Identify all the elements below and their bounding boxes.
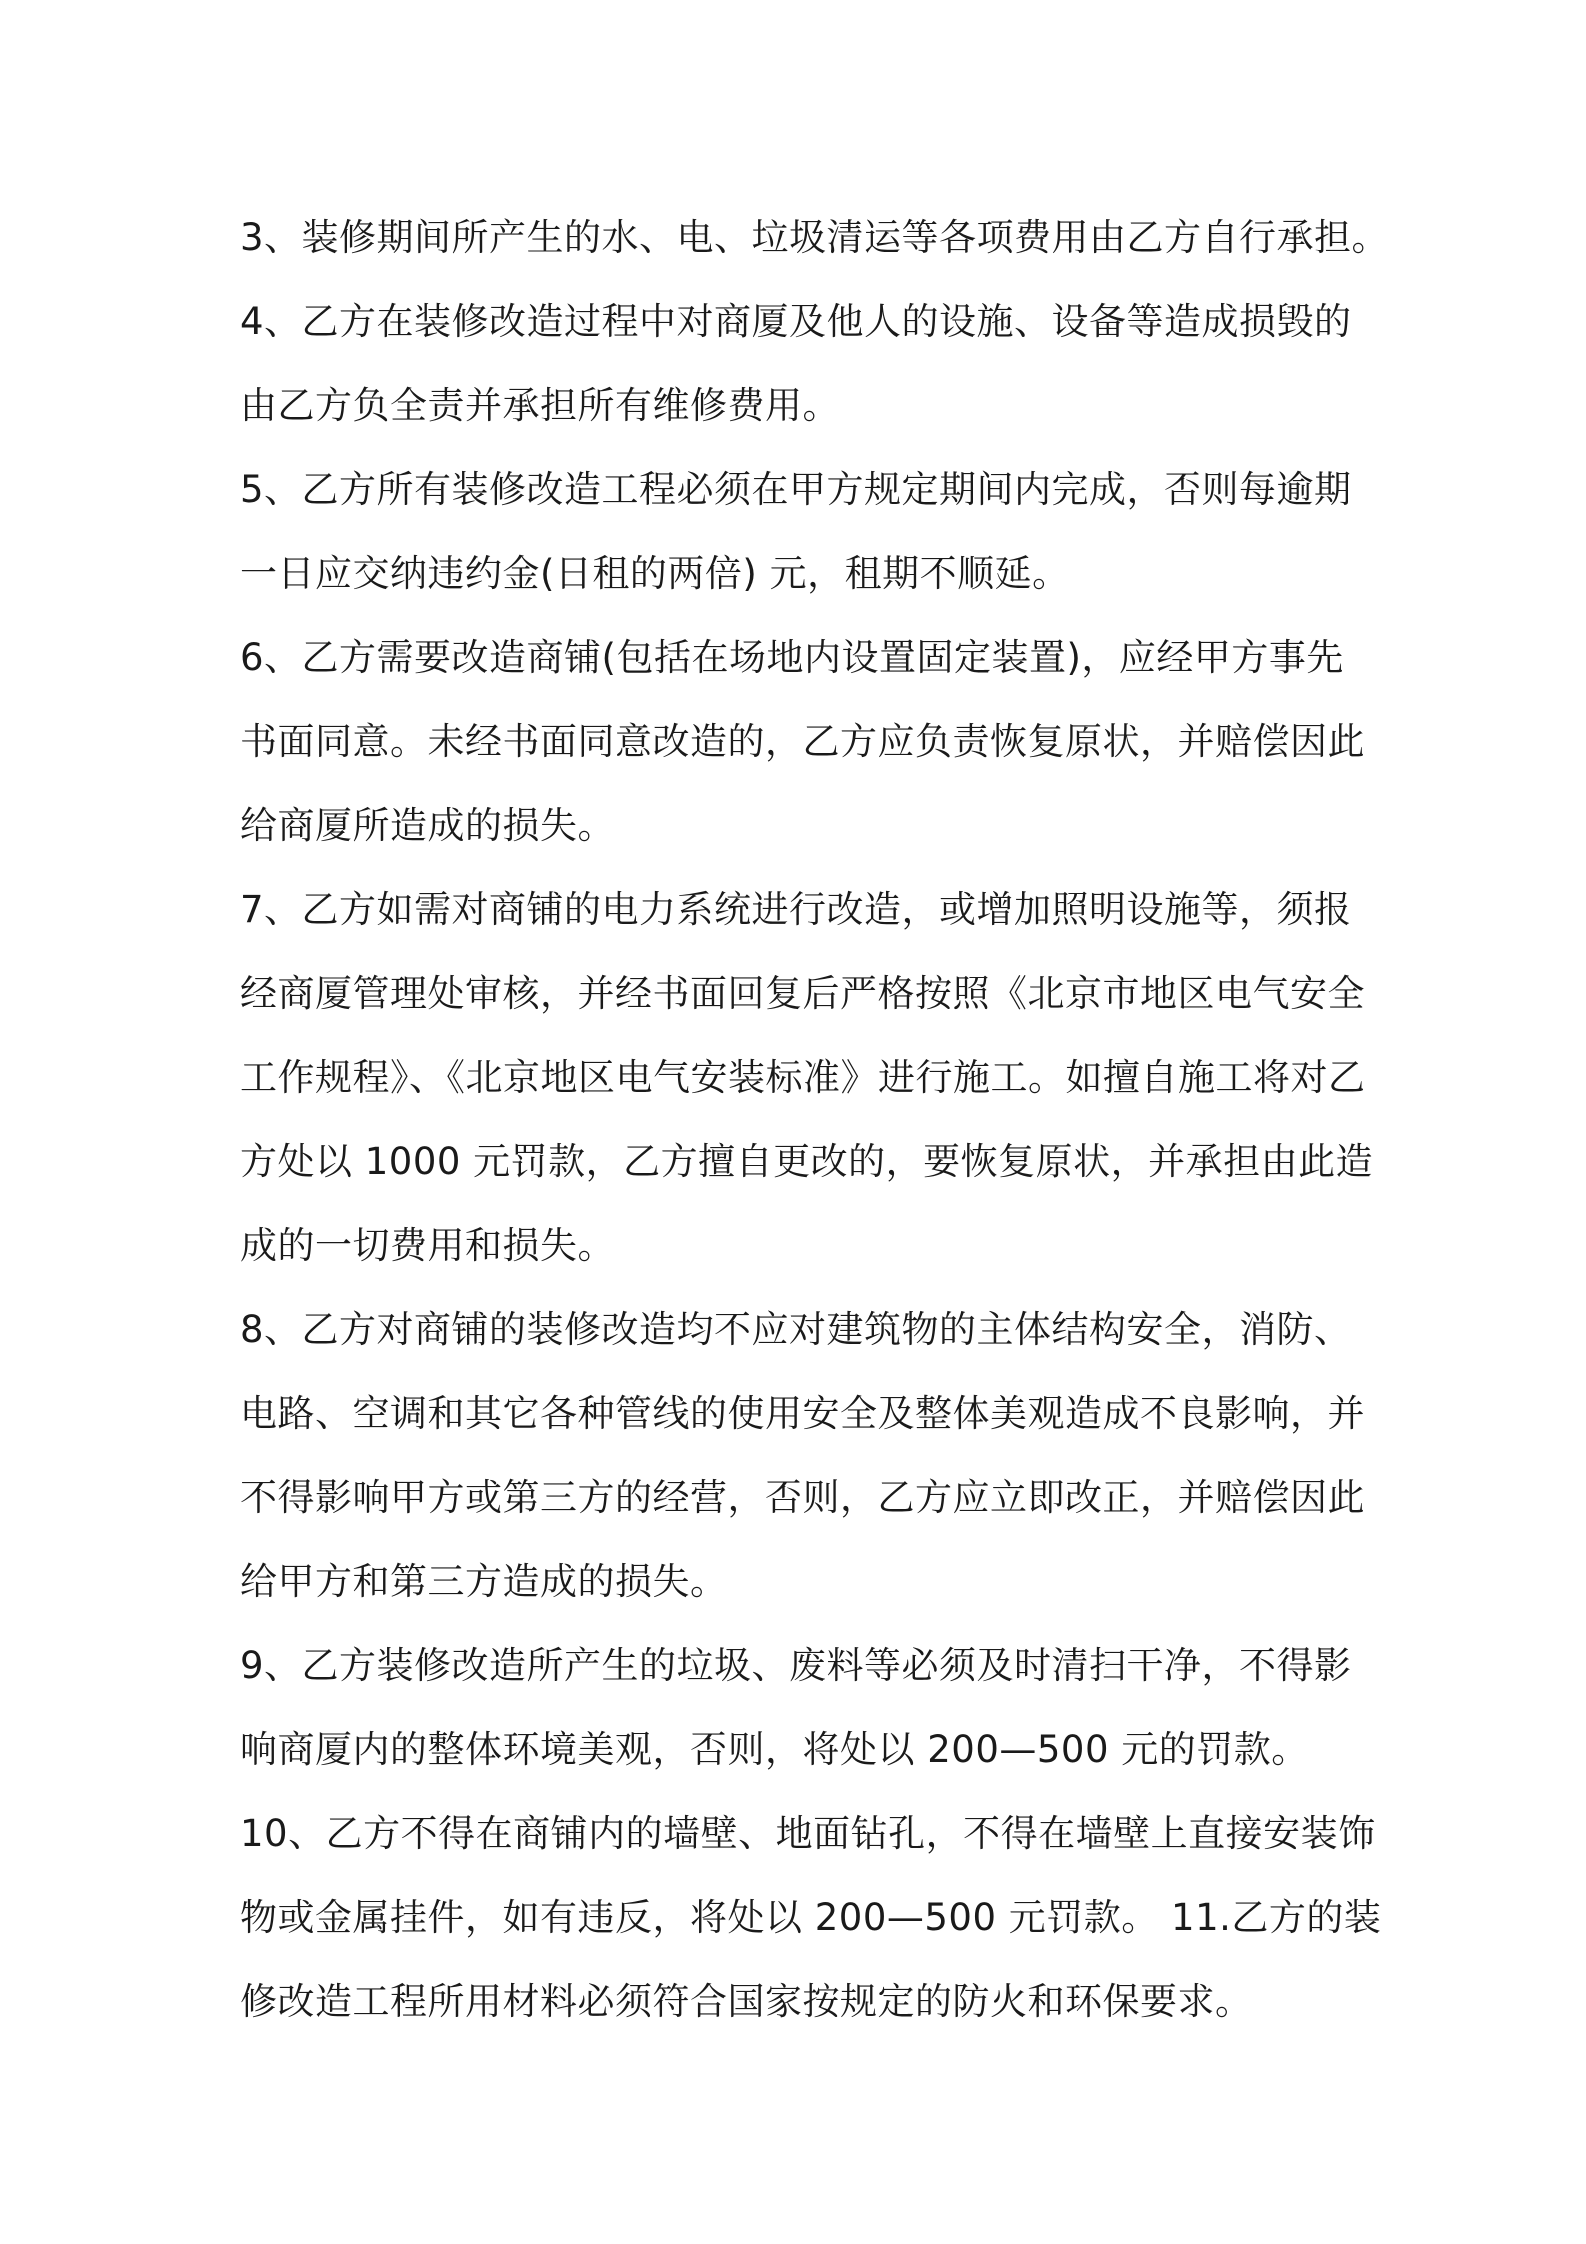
text-line: 响商厦内的整体环境美观，否则，将处以 200—500 元的罚款。 <box>240 1728 1309 1771</box>
text-line: 工作规程》、《北京地区电气安装标准》进行施工。如擅自施工将对乙 <box>240 1056 1366 1099</box>
text-line: 10、乙方不得在商铺内的墙壁、地面钻孔，不得在墙壁上直接安装饰 <box>240 1812 1376 1855</box>
text-line: 9、乙方装修改造所产生的垃圾、废料等必须及时清扫干净，不得影 <box>240 1644 1352 1687</box>
text-line: 给甲方和第三方造成的损失。 <box>240 1560 728 1603</box>
text-line: 7、乙方如需对商铺的电力系统进行改造，或增加照明设施等，须报 <box>240 888 1352 931</box>
text-line: 不得影响甲方或第三方的经营，否则，乙方应立即改正，并赔偿因此 <box>240 1476 1365 1519</box>
text-line: 电路、空调和其它各种管线的使用安全及整体美观造成不良影响，并 <box>240 1392 1365 1435</box>
text-line: 4、乙方在装修改造过程中对商厦及他人的设施、设备等造成损毁的 <box>240 300 1352 343</box>
text-line: 经商厦管理处审核，并经书面回复后严格按照《北京市地区电气安全 <box>240 972 1365 1015</box>
text-line: 一日应交纳违约金(日租的两倍) 元，租期不顺延。 <box>240 552 1070 595</box>
text-line: 由乙方负全责并承担所有维修费用。 <box>240 384 840 427</box>
text-line: 3、装修期间所产生的水、电、垃圾清运等各项费用由乙方自行承担。 <box>240 216 1390 259</box>
text-line: 给商厦所造成的损失。 <box>240 804 615 847</box>
text-line: 成的一切费用和损失。 <box>240 1224 615 1267</box>
text-line: 8、乙方对商铺的装修改造均不应对建筑物的主体结构安全，消防、 <box>240 1308 1352 1351</box>
text-line: 修改造工程所用材料必须符合国家按规定的防火和环保要求。 <box>240 1980 1253 2023</box>
text-line: 6、乙方需要改造商铺(包括在场地内设置固定装置)，应经甲方事先 <box>240 636 1344 679</box>
text-line: 书面同意。未经书面同意改造的，乙方应负责恢复原状，并赔偿因此 <box>240 720 1365 763</box>
document-body <box>240 196 1390 2044</box>
text-line: 5、乙方所有装修改造工程必须在甲方规定期间内完成，否则每逾期 <box>240 468 1352 511</box>
text-line: 物或金属挂件，如有违反，将处以 200—500 元罚款。 11.乙方的装 <box>240 1896 1382 1939</box>
text-line: 方处以 1000 元罚款，乙方擅自更改的，要恢复原状，并承担由此造 <box>240 1140 1374 1183</box>
